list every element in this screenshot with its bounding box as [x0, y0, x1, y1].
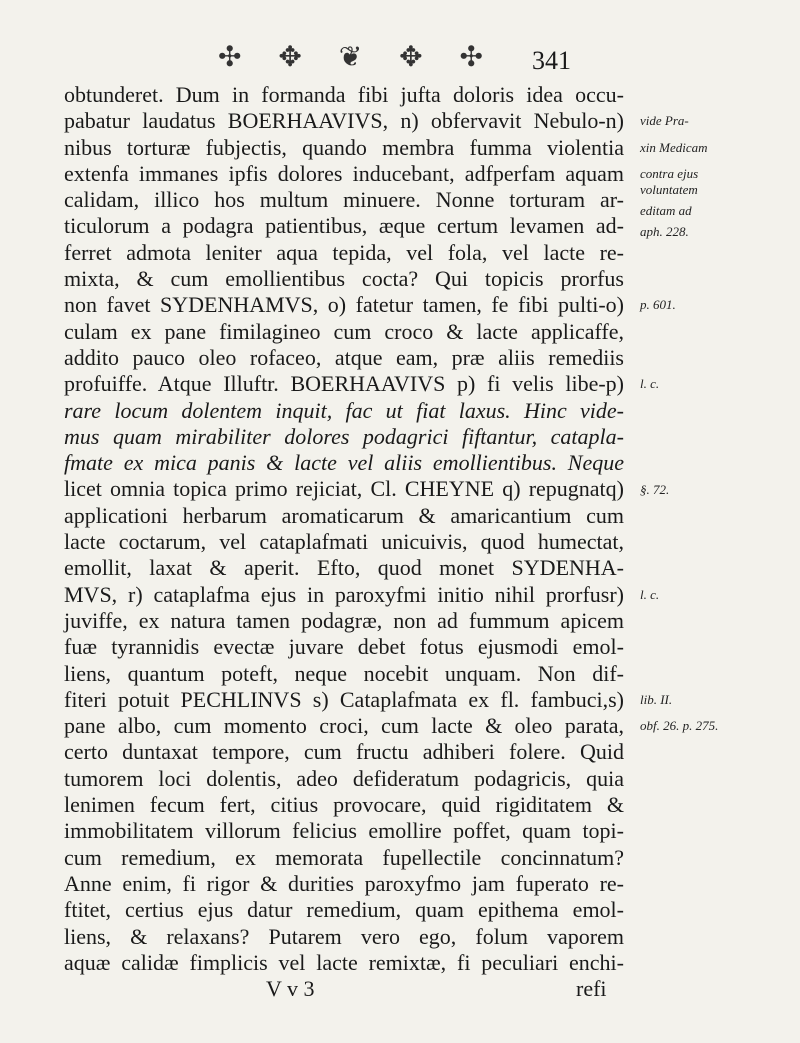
text-line: emollit, laxat & aperit. Efto, quod monet SYDENHA-	[64, 555, 624, 581]
text-line: rare locum dolentem inquit, fac ut fiat laxus. Hinc vide-	[64, 397, 624, 423]
text-line: non favet SYDENHAMVS, o) fatetur tamen, fe fibi pulti-o)	[64, 292, 624, 318]
margin-note: xin Medicam	[640, 139, 708, 155]
text-line: Anne enim, fi rigor & durities paroxyfmo jam fuperato re-	[64, 870, 624, 896]
text-line: liens, quantum poteft, neque nocebit unquam. Non dif-	[64, 660, 624, 686]
text-line: immobilitatem villorum felicius emollire poffet, quam topi-	[64, 818, 624, 844]
text-line: certo duntaxat tempore, cum fructu adhiberi folere. Quid	[64, 739, 624, 765]
text-line: pane albo, cum momento croci, cum lacte & oleo parata,	[64, 713, 624, 739]
text-line: extenfa immanes ipfis dolores inducebant, adfperfam aquam	[64, 160, 624, 186]
signature-mark: V v 3	[266, 976, 315, 1002]
text-line: mixta, & cum emollientibus cocta? Qui topicis prorfus	[64, 266, 624, 292]
text-line: lacte coctarum, vel cataplafmati unicuivis, quod humectat,	[64, 529, 624, 555]
margin-note: vide Pra-	[640, 113, 689, 129]
text-line: MVS, r) cataplafma ejus in paroxyfmi initio nihil prorfusr)	[64, 581, 624, 607]
text-line: ferret admota leniter aqua tepida, vel fola, vel lacte re-	[64, 239, 624, 265]
page-footer	[64, 976, 624, 1002]
text-line: obtunderet. Dum in formanda fibi jufta doloris idea occu-	[64, 82, 624, 107]
text-line: pabatur laudatus BOERHAAVIVS, n) obfervavit Nebulo-n)	[64, 108, 624, 134]
text-line: tumorem loci dolentis, adeo defideratum podagricis, quia	[64, 765, 624, 791]
margin-note: §. 72.	[640, 481, 670, 497]
text-line: culam ex pane fimilagineo cum croco & lacte applicaffe,	[64, 318, 624, 344]
margin-note: aph. 228.	[640, 223, 689, 239]
text-line: aquæ calidæ fimplicis vel lacte remixtæ, fi peculiari enchi-	[64, 949, 624, 975]
text-line: calidam, illico hos multum minuere. Nonne torturam ar-	[64, 187, 624, 213]
text-line: fmate ex mica panis & lacte vel aliis emollientibus. Neque	[64, 450, 624, 476]
text-line: fiteri potuit PECHLINVS s) Cataplafmata ex fl. fambuci,s)	[64, 686, 624, 712]
text-line: cum remedium, ex memorata fupellectile concinnatum?	[64, 844, 624, 870]
catchword: refi	[576, 976, 607, 1002]
margin-note: editam ad	[640, 202, 692, 218]
text-line: licet omnia topica primo rejiciat, Cl. CHEYNE q) repugnatq)	[64, 476, 624, 502]
body-text	[64, 82, 664, 1002]
text-line: addito pauco oleo rofaceo, atque eam, præ aliis remediis	[64, 344, 624, 370]
text-line: fuæ tyrannidis evectæ juvare debet fotus ejusmodi emol-	[64, 634, 624, 660]
text-line: nibus torturæ fubjectis, quando membra fumma violentia	[64, 134, 624, 160]
margin-note: p. 601.	[640, 297, 676, 313]
text-line: juviffe, ex natura tamen podagræ, non ad fummum apicem	[64, 607, 624, 633]
text-line: mus quam mirabiliter dolores podagrici fiftantur, catapla-	[64, 423, 624, 449]
page-number: 341	[532, 46, 571, 75]
header-ornament: ✣ ✥ ❦ ✥ ✣	[218, 40, 497, 73]
margin-note: l. c.	[640, 376, 660, 392]
margin-note: contra ejus	[640, 165, 699, 181]
text-line: lenimen fecum fert, citius provocare, quid rigiditatem &	[64, 792, 624, 818]
text-line: ftitet, certius ejus datur remedium, quam epithema emol-	[64, 897, 624, 923]
text-line: ticulorum a podagra patientibus, æque certum levamen ad-	[64, 213, 624, 239]
text-line: liens, & relaxans? Putarem vero ego, folum vaporem	[64, 923, 624, 949]
margin-note: voluntatem	[640, 181, 698, 197]
text-line: profuiffe. Atque Illuftr. BOERHAAVIVS p) fi velis libe-p)	[64, 371, 624, 397]
margin-note: lib. II.	[640, 691, 673, 707]
text-line: applicationi herbarum aromaticarum & amaricantium cum	[64, 502, 624, 528]
margin-note: l. c.	[640, 586, 660, 602]
margin-note: obf. 26. p. 275.	[640, 718, 719, 734]
